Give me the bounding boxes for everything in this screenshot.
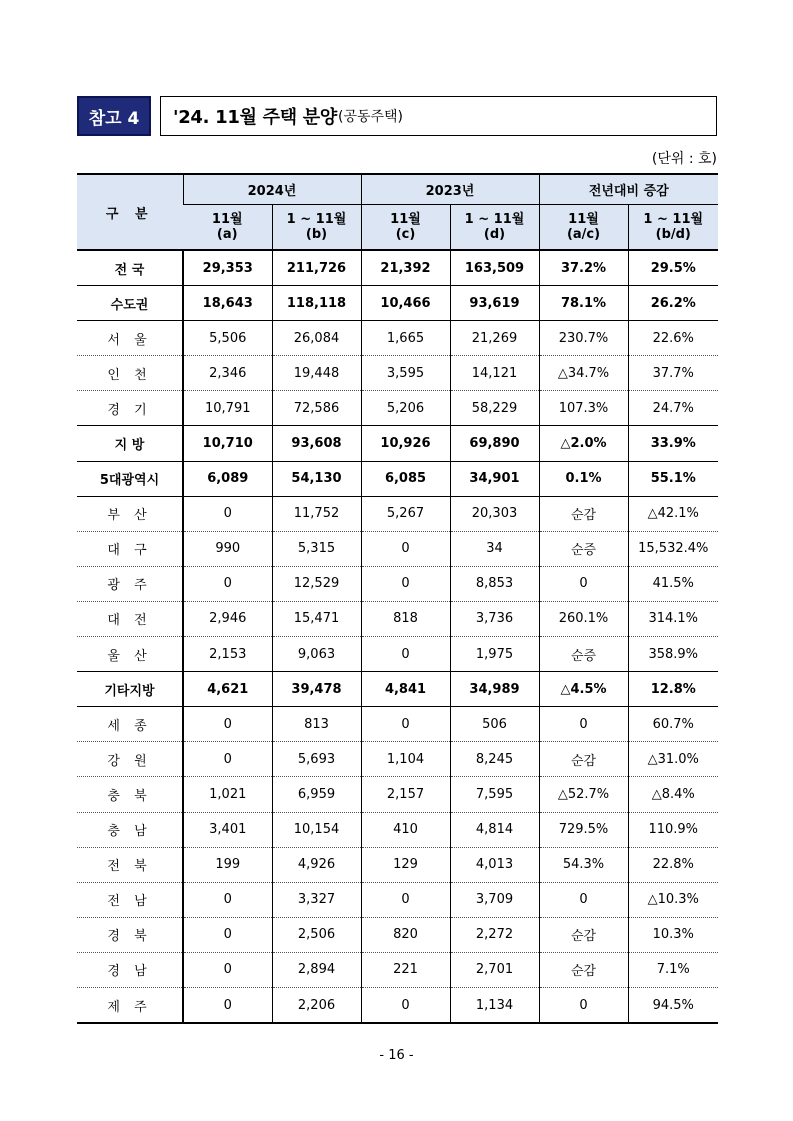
value-cell: 21,269 [450, 321, 539, 356]
value-cell: 10,926 [361, 426, 450, 461]
value-cell: 6,089 [183, 461, 272, 496]
value-cell: 230.7% [539, 321, 628, 356]
subheader-cell [628, 205, 718, 251]
value-cell: 34,989 [450, 672, 539, 707]
region-name: 강 원 [77, 742, 183, 777]
value-cell: 0 [539, 882, 628, 917]
table-row [77, 601, 718, 636]
value-cell: 0 [361, 882, 450, 917]
value-cell: 19,448 [272, 356, 361, 391]
value-cell: 3,327 [272, 882, 361, 917]
value-cell: 813 [272, 707, 361, 742]
value-cell: 순감 [539, 742, 628, 777]
value-cell: 0 [183, 566, 272, 601]
value-cell: 2,157 [361, 777, 450, 812]
value-cell: 24.7% [628, 391, 718, 426]
value-cell: 6,959 [272, 777, 361, 812]
value-cell: 2,272 [450, 917, 539, 952]
value-cell: △2.0% [539, 426, 628, 461]
value-cell: 순감 [539, 952, 628, 987]
value-cell: 12,529 [272, 566, 361, 601]
region-name: 충 북 [77, 777, 183, 812]
region-name: 광 주 [77, 566, 183, 601]
value-cell: 8,853 [450, 566, 539, 601]
value-cell: 69,890 [450, 426, 539, 461]
value-cell: 2,346 [183, 356, 272, 391]
region-name: 경 북 [77, 917, 183, 952]
value-cell: 5,267 [361, 496, 450, 531]
value-cell: △4.5% [539, 672, 628, 707]
table-row [77, 707, 718, 742]
group-header-2024: 2024년 [183, 174, 361, 205]
region-name: 세 종 [77, 707, 183, 742]
value-cell: 29,353 [183, 250, 272, 286]
value-cell: 29.5% [628, 250, 718, 286]
value-cell: 72,586 [272, 391, 361, 426]
value-cell: 0 [183, 952, 272, 987]
table-row [77, 250, 718, 286]
value-cell: 820 [361, 917, 450, 952]
table-row [77, 286, 718, 321]
value-cell: 15,471 [272, 601, 361, 636]
table-row [77, 321, 718, 356]
value-cell: 55.1% [628, 461, 718, 496]
value-cell: 4,013 [450, 847, 539, 882]
subheader-cell [539, 205, 628, 251]
value-cell: 11,752 [272, 496, 361, 531]
region-name: 울 산 [77, 637, 183, 672]
subheader-period: 1 ~ 11월 [643, 212, 704, 227]
region-name: 5대광역시 [77, 461, 183, 496]
table-row [77, 987, 718, 1023]
value-cell: 26.2% [628, 286, 718, 321]
value-cell: 6,085 [361, 461, 450, 496]
value-cell: 26,084 [272, 321, 361, 356]
subheader-code: (d) [483, 227, 506, 242]
value-cell: 3,709 [450, 882, 539, 917]
value-cell: 729.5% [539, 812, 628, 847]
subheader-period: 11월 [568, 212, 599, 227]
region-name: 전 북 [77, 847, 183, 882]
value-cell: 1,104 [361, 742, 450, 777]
region-name: 충 남 [77, 812, 183, 847]
value-cell: 118,118 [272, 286, 361, 321]
value-cell: 34,901 [450, 461, 539, 496]
value-cell: 2,206 [272, 987, 361, 1023]
subheader-code: (a/c) [566, 227, 601, 242]
group-header-2023: 2023년 [361, 174, 539, 205]
value-cell: △31.0% [628, 742, 718, 777]
region-name: 전 남 [77, 882, 183, 917]
value-cell: 0 [539, 566, 628, 601]
value-cell: 54,130 [272, 461, 361, 496]
value-cell: 78.1% [539, 286, 628, 321]
value-cell: 37.7% [628, 356, 718, 391]
table-row [77, 566, 718, 601]
value-cell: 12.8% [628, 672, 718, 707]
value-cell: 110.9% [628, 812, 718, 847]
value-cell: 0 [539, 987, 628, 1023]
value-cell: 33.9% [628, 426, 718, 461]
value-cell: 0 [183, 917, 272, 952]
region-name: 수도권 [77, 286, 183, 321]
value-cell: 818 [361, 601, 450, 636]
value-cell: 순증 [539, 531, 628, 566]
region-name: 기타지방 [77, 672, 183, 707]
value-cell: 10.3% [628, 917, 718, 952]
table-row [77, 882, 718, 917]
value-cell: 10,710 [183, 426, 272, 461]
housing-sales-table [77, 173, 718, 1024]
value-cell: 4,841 [361, 672, 450, 707]
value-cell: 22.6% [628, 321, 718, 356]
value-cell: 221 [361, 952, 450, 987]
value-cell: 410 [361, 812, 450, 847]
value-cell: 314.1% [628, 601, 718, 636]
value-cell: 20,303 [450, 496, 539, 531]
value-cell: 260.1% [539, 601, 628, 636]
subheader-period: 11월 [211, 212, 243, 227]
reference-badge: 참고 4 [77, 96, 151, 136]
region-name: 대 구 [77, 531, 183, 566]
table-row [77, 637, 718, 672]
value-cell: 8,245 [450, 742, 539, 777]
region-name: 인 천 [77, 356, 183, 391]
region-name: 서 울 [77, 321, 183, 356]
value-cell: 7.1% [628, 952, 718, 987]
region-name: 경 기 [77, 391, 183, 426]
value-cell: 0 [361, 531, 450, 566]
value-cell: 93,608 [272, 426, 361, 461]
value-cell: 990 [183, 531, 272, 566]
value-cell: 0 [361, 566, 450, 601]
page-number: - 16 - [379, 1048, 414, 1063]
value-cell: 순감 [539, 917, 628, 952]
subheader-code: (c) [395, 227, 416, 242]
value-cell: △10.3% [628, 882, 718, 917]
value-cell: 0 [183, 707, 272, 742]
value-cell: 58,229 [450, 391, 539, 426]
subheader-period: 11월 [390, 212, 421, 227]
value-cell: 34 [450, 531, 539, 566]
value-cell: 94.5% [628, 987, 718, 1023]
table-row [77, 496, 718, 531]
subheader-cell [361, 205, 450, 251]
value-cell: 2,153 [183, 637, 272, 672]
subheader-cell [450, 205, 539, 251]
value-cell: 5,206 [361, 391, 450, 426]
subheader-cell [272, 205, 361, 251]
value-cell: 60.7% [628, 707, 718, 742]
table-row [77, 847, 718, 882]
value-cell: 5,315 [272, 531, 361, 566]
value-cell: △8.4% [628, 777, 718, 812]
table-row [77, 356, 718, 391]
value-cell: 7,595 [450, 777, 539, 812]
value-cell: 9,063 [272, 637, 361, 672]
subheader-period: 1 ~ 11월 [464, 212, 525, 227]
value-cell: 3,595 [361, 356, 450, 391]
value-cell: 0 [361, 707, 450, 742]
value-cell: 0 [361, 637, 450, 672]
value-cell: 3,401 [183, 812, 272, 847]
value-cell: 22.8% [628, 847, 718, 882]
subheader-code: (b/d) [655, 227, 691, 242]
value-cell: 211,726 [272, 250, 361, 286]
value-cell: 10,466 [361, 286, 450, 321]
table-row [77, 917, 718, 952]
value-cell: 순증 [539, 637, 628, 672]
table-row [77, 391, 718, 426]
value-cell: 5,506 [183, 321, 272, 356]
value-cell: △42.1% [628, 496, 718, 531]
value-cell: 0 [539, 707, 628, 742]
region-name: 대 전 [77, 601, 183, 636]
value-cell: 163,509 [450, 250, 539, 286]
table-row [77, 812, 718, 847]
value-cell: 0 [183, 987, 272, 1023]
value-cell: 2,701 [450, 952, 539, 987]
unit-label: (단위 : 호) [651, 151, 717, 167]
subheader-period: 1 ~ 11월 [286, 212, 347, 227]
table-row [77, 672, 718, 707]
region-name: 지 방 [77, 426, 183, 461]
table-row [77, 426, 718, 461]
subheader-code: (b) [305, 227, 328, 242]
value-cell: 0 [361, 987, 450, 1023]
subheader-cell [183, 205, 272, 251]
value-cell: 358.9% [628, 637, 718, 672]
value-cell: 21,392 [361, 250, 450, 286]
value-cell: 0 [183, 496, 272, 531]
value-cell: 14,121 [450, 356, 539, 391]
title-row [77, 96, 717, 136]
value-cell: 199 [183, 847, 272, 882]
value-cell: 0 [183, 882, 272, 917]
table-row [77, 777, 718, 812]
table-row [77, 742, 718, 777]
value-cell: 18,643 [183, 286, 272, 321]
value-cell: 1,134 [450, 987, 539, 1023]
region-name: 부 산 [77, 496, 183, 531]
value-cell: 2,506 [272, 917, 361, 952]
value-cell: 0 [183, 742, 272, 777]
value-cell: 37.2% [539, 250, 628, 286]
region-name: 제 주 [77, 987, 183, 1023]
value-cell: 2,894 [272, 952, 361, 987]
value-cell: 2,946 [183, 601, 272, 636]
value-cell: 4,621 [183, 672, 272, 707]
value-cell: 54.3% [539, 847, 628, 882]
value-cell: 41.5% [628, 566, 718, 601]
value-cell: 5,693 [272, 742, 361, 777]
table-row [77, 952, 718, 987]
value-cell: 107.3% [539, 391, 628, 426]
value-cell: 506 [450, 707, 539, 742]
value-cell: 10,791 [183, 391, 272, 426]
value-cell: 1,975 [450, 637, 539, 672]
value-cell: 93,619 [450, 286, 539, 321]
value-cell: △34.7% [539, 356, 628, 391]
value-cell: 순감 [539, 496, 628, 531]
value-cell: 0.1% [539, 461, 628, 496]
table-body [77, 250, 718, 1023]
region-name: 경 남 [77, 952, 183, 987]
value-cell: 15,532.4% [628, 531, 718, 566]
value-cell: △52.7% [539, 777, 628, 812]
value-cell: 4,814 [450, 812, 539, 847]
subheader-code: (a) [216, 227, 238, 242]
page-title: '24. 11월 주택 분양 [173, 107, 337, 128]
value-cell: 1,665 [361, 321, 450, 356]
region-name: 전 국 [77, 250, 183, 286]
value-cell: 1,021 [183, 777, 272, 812]
group-header-change: 전년대비 증감 [539, 174, 718, 205]
value-cell: 4,926 [272, 847, 361, 882]
col-category-header: 구 분 [77, 174, 183, 250]
value-cell: 3,736 [450, 601, 539, 636]
page-title-sub: (공동주택) [338, 109, 404, 125]
title-box [160, 96, 717, 136]
table-row [77, 531, 718, 566]
value-cell: 10,154 [272, 812, 361, 847]
table-row [77, 461, 718, 496]
value-cell: 129 [361, 847, 450, 882]
value-cell: 39,478 [272, 672, 361, 707]
